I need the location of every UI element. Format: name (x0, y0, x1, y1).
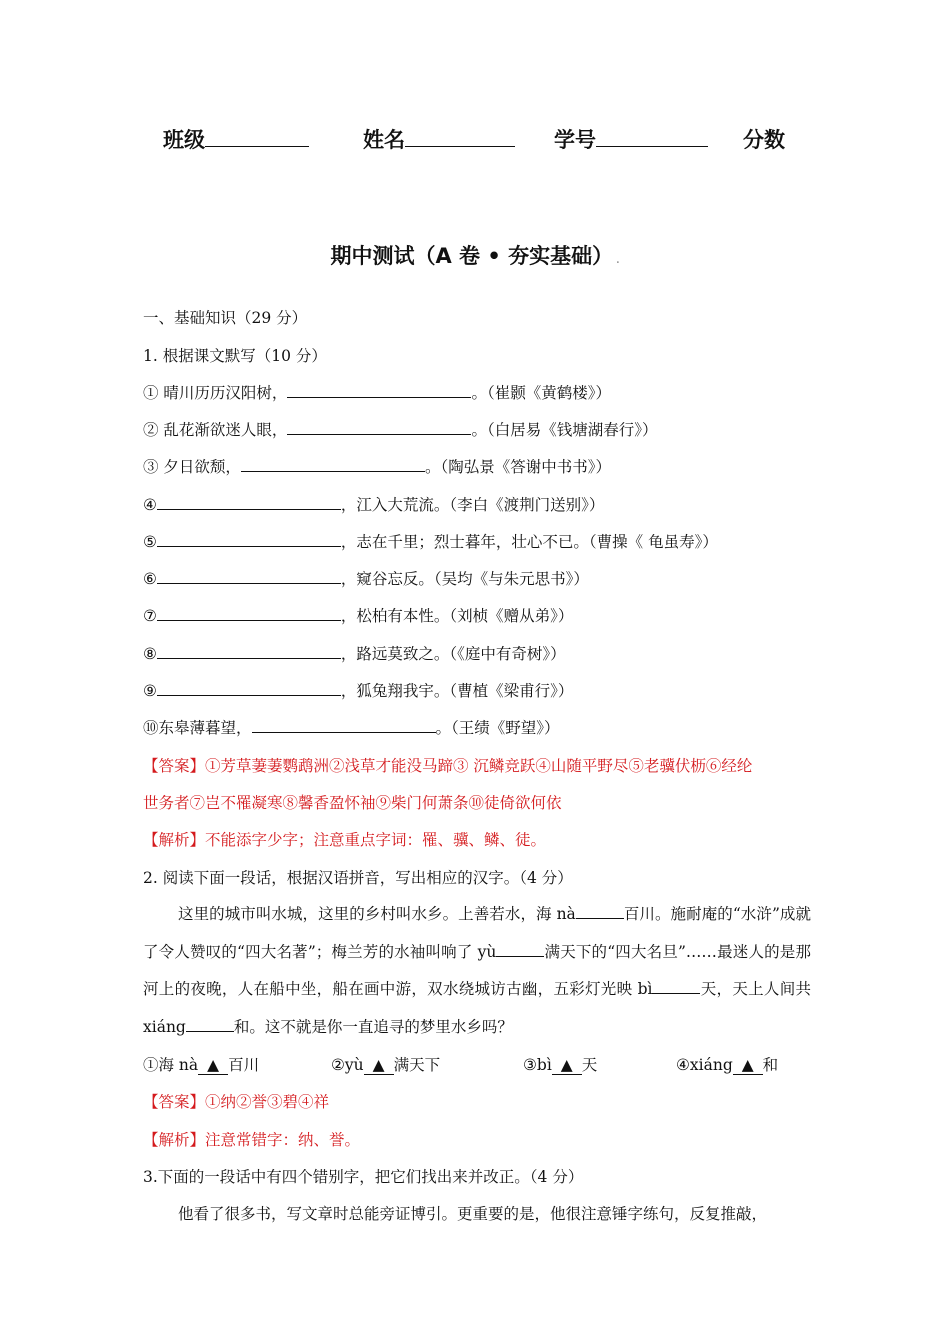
triangle-icon[interactable]: ▲ (364, 1056, 394, 1075)
q2-option-2-post: 满天下 (393, 1056, 441, 1074)
q2-option-3-post: 天 (581, 1056, 598, 1074)
q1-answer-line-1 (143, 754, 752, 776)
class-label: 班级 (163, 128, 205, 152)
q1-item-4-blank[interactable] (157, 495, 341, 510)
section-heading-text: 一、基础知识（29 分） (143, 309, 308, 327)
q1-answer-text-1: 【答案】①芳草萋萋鹦鹉洲②浅草才能没马蹄③ 沉鳞竞跃④山随平野尽⑤老骥伏枥⑥经纶 (143, 757, 753, 775)
q1-item-8-blank[interactable] (157, 644, 341, 659)
q1-item-9-post: ，狐兔翔我宇。（曹植《梁甫行》） (340, 682, 574, 700)
q2-passage-part-e: 和。这不就是你一直追寻的梦里水乡吗？ (233, 1017, 513, 1036)
student-info-header (0, 124, 950, 160)
q1-item-1-post: 。（崔颢《黄鹤楼》） (471, 384, 611, 402)
triangle-icon[interactable]: ▲ (733, 1056, 763, 1075)
q1-item-6-post: ，窥谷忘反。（吴均《与朱元思书》） (340, 570, 589, 588)
question-2-stem (143, 866, 573, 888)
page-title-text: 期中测试（A 卷 • 夯实基础） (330, 244, 614, 268)
q2-option-2 (331, 1053, 440, 1075)
triangle-icon[interactable]: ▲ (552, 1056, 582, 1075)
q1-item-6 (143, 567, 589, 589)
q1-item-10 (143, 716, 560, 738)
q2-option-1-post: 百川 (228, 1056, 260, 1074)
q1-item-2-post: 。（白居易《钱塘湖春行》） (471, 421, 658, 439)
q1-item-9-pre: ⑨ (143, 682, 157, 700)
score-label: 分数 (743, 128, 785, 152)
class-blank[interactable] (205, 124, 309, 147)
class-field[interactable] (163, 124, 309, 154)
q1-item-4 (143, 493, 604, 515)
q1-item-3-pre: ③ 夕日欲颓， (143, 458, 241, 476)
q1-item-1 (143, 381, 611, 403)
q1-item-2 (143, 418, 657, 440)
q2-option-1 (143, 1053, 259, 1075)
section-heading (143, 306, 307, 328)
q1-item-3-blank[interactable] (241, 457, 425, 472)
q1-item-1-blank[interactable] (287, 383, 471, 398)
student-id-label: 学号 (554, 128, 596, 152)
q1-item-6-pre: ⑥ (143, 570, 157, 588)
name-blank[interactable] (405, 124, 515, 147)
student-id-blank[interactable] (596, 124, 708, 147)
q2-option-2-pre: ②yù (331, 1056, 364, 1074)
question-3-stem-text: 3.下面的一段话中有四个错别字，把它们找出来并改正。（4 分） (143, 1168, 584, 1186)
q1-item-8-pre: ⑧ (143, 645, 157, 663)
question-1-stem-text: 1. 根据课文默写（10 分） (143, 347, 327, 365)
q2-option-4 (676, 1053, 778, 1075)
q1-item-9-blank[interactable] (157, 681, 341, 696)
q1-item-10-post: 。（王绩《野望》） (435, 719, 560, 737)
q2-analysis (143, 1128, 360, 1150)
q1-item-2-blank[interactable] (287, 420, 471, 435)
q2-option-3 (523, 1053, 597, 1075)
q2-passage-blank-2[interactable] (496, 942, 544, 957)
q1-item-5-post: ，志在千里；烈士暮年，壮心不已。（曹操《 龟虽寿》） (340, 533, 718, 551)
q1-item-7-pre: ⑦ (143, 607, 157, 625)
q2-answer-text: 【答案】①纳②誉③碧④祥 (143, 1093, 330, 1111)
q2-passage-part-b: 百川。施耐庵的“水浒”成就了令人赞叹的“四大名著”；梅兰芳的水袖叫响了 yù (143, 905, 811, 961)
score-field (743, 124, 785, 154)
q2-passage-blank-4[interactable] (186, 1017, 234, 1032)
q2-option-4-pre: ④xiáng (676, 1056, 733, 1074)
q2-option-1-pre: ①海 nà (143, 1056, 199, 1074)
q2-passage (143, 896, 811, 1046)
q1-analysis (143, 828, 546, 850)
q1-item-5-pre: ⑤ (143, 533, 157, 551)
q2-passage-part-a: 这里的城市叫水城，这里的乡村叫水乡。上善若水，海 nà (178, 905, 576, 923)
question-2-stem-text: 2. 阅读下面一段话，根据汉语拼音，写出相应的汉字。（4 分） (143, 869, 573, 887)
q1-item-4-post: ，江入大荒流。（李白《渡荆门送别》） (340, 496, 605, 514)
q1-item-10-blank[interactable] (252, 718, 436, 733)
q3-passage-text: 他看了很多书，写文章时总能旁证博引。更重要的是，他很注意锤字练句，反复推敲， (178, 1205, 768, 1223)
question-3-stem (143, 1165, 583, 1187)
q1-item-8-post: ，路远莫致之。（《庭中有奇树》） (340, 645, 566, 663)
name-field[interactable] (363, 124, 515, 154)
q1-item-5-blank[interactable] (157, 532, 341, 547)
q1-item-9 (143, 679, 573, 701)
q1-analysis-text: 【解析】不能添字少字；注意重点字词：罹、骥、鳞、徒。 (143, 831, 547, 849)
q2-passage-blank-1[interactable] (576, 904, 624, 919)
q1-item-2-pre: ② 乱花渐欲迷人眼， (143, 421, 288, 439)
q2-answer (143, 1090, 329, 1112)
q1-item-7 (143, 604, 573, 626)
q1-answer-line-2 (143, 791, 562, 813)
q2-passage-part-d: 天，天上人间共 xiáng (143, 980, 811, 1036)
question-1-stem (143, 344, 327, 366)
q1-item-7-post: ，松柏有本性。（刘桢《赠从弟》） (340, 607, 574, 625)
q1-item-8 (143, 642, 566, 664)
name-label: 姓名 (363, 128, 405, 152)
q2-passage-blank-3[interactable] (652, 979, 700, 994)
paragraph-mark: . (616, 256, 620, 266)
q2-passage-part-c: 满天下的“四大名旦”……最迷人的是那河上的夜晚，人在船中坐，船在画中游，双水绕城访古幽，五彩灯光映 bì (143, 942, 811, 998)
q1-answer-text-2: 世务者⑦岂不罹凝寒⑧馨香盈怀袖⑨柴门何萧条⑩徒倚欲何依 (143, 794, 562, 812)
student-id-field[interactable] (554, 124, 708, 154)
page-title (0, 240, 950, 270)
q1-item-1-pre: ① 晴川历历汉阳树， (143, 384, 288, 402)
triangle-icon[interactable]: ▲ (198, 1056, 228, 1075)
q1-item-3 (143, 455, 611, 477)
q1-item-10-pre: ⑩东皋薄暮望， (143, 719, 252, 737)
q1-item-3-post: 。（陶弘景《答谢中书书》） (424, 458, 611, 476)
q1-item-5 (143, 530, 718, 552)
q2-option-4-post: 和 (762, 1056, 779, 1074)
q1-item-6-blank[interactable] (157, 569, 341, 584)
q2-option-3-pre: ③bì (523, 1056, 552, 1074)
q1-item-7-blank[interactable] (157, 606, 341, 621)
q3-passage (143, 1196, 811, 1234)
q1-item-4-pre: ④ (143, 496, 157, 514)
q2-analysis-text: 【解析】注意常错字：纳、誉。 (143, 1131, 361, 1149)
